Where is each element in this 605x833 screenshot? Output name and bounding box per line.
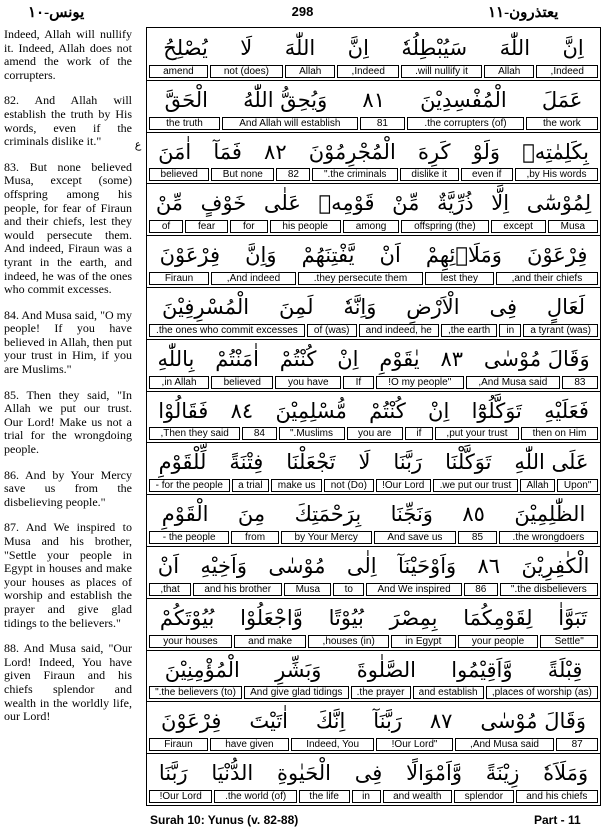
arabic-word: زِيْنَةً xyxy=(485,761,520,786)
english-gloss-word: Indeed, You xyxy=(291,738,374,751)
arabic-word: عَمَلَ xyxy=(541,87,583,112)
verse-row xyxy=(147,753,600,806)
english-gloss-word: (the) offspring xyxy=(401,220,488,233)
arabic-word: ٨٤ xyxy=(230,398,254,423)
part-label: Part - 11 xyxy=(534,813,581,827)
arabic-word: فَقَالُوْا xyxy=(158,398,209,423)
arabic-word: مِنَ xyxy=(237,502,266,527)
arabic-line xyxy=(147,598,600,638)
verse-translation: 88. And Musa said, "Our Lord! Indeed, You have given Firaun and his chiefs splendor and wealth in the worldly life, our Lord! xyxy=(4,641,132,724)
arabic-line xyxy=(147,391,600,431)
arabic-word: فِى xyxy=(489,295,518,319)
english-gloss-word: And Musa said, xyxy=(455,738,555,751)
english-gloss-word: 81 xyxy=(360,117,406,130)
verse-row xyxy=(147,132,600,185)
arabic-word: تَبَوَّاٰ xyxy=(558,605,588,630)
english-gloss-line xyxy=(149,376,598,389)
arabic-word: اِنْ xyxy=(428,398,450,423)
arabic-word: لَا xyxy=(358,450,371,475)
english-gloss-word: a trial xyxy=(232,479,270,492)
arabic-word: فِرْعَوْنَ xyxy=(159,243,221,268)
arabic-word: اِنَّ xyxy=(347,36,369,60)
english-gloss-word: Indeed, xyxy=(337,65,399,78)
english-gloss-word: then on Him xyxy=(521,427,598,440)
english-gloss-word: 86 xyxy=(464,583,498,596)
english-gloss-word: the prayer. xyxy=(351,686,411,699)
english-gloss-word: by His words, xyxy=(515,168,598,181)
arabic-word: تَوَكَّلُوْٓا xyxy=(471,398,522,423)
english-gloss-word: the work xyxy=(526,117,598,130)
english-gloss-word: your houses xyxy=(149,635,232,648)
english-gloss-word: fear xyxy=(185,220,228,233)
english-gloss-word: and his brother xyxy=(193,583,282,596)
verse-translation: Indeed, Allah will nullify it. Indeed, Allah does not amend the work of the corrupters. xyxy=(4,27,132,82)
english-gloss-word: among xyxy=(343,220,399,233)
english-gloss-line xyxy=(149,531,598,544)
english-gloss-word: the truth xyxy=(149,117,220,130)
english-gloss-word: have given xyxy=(210,738,289,751)
english-gloss-word: Indeed, xyxy=(536,65,598,78)
arabic-word: ٨٦ xyxy=(477,554,501,578)
english-gloss-word: make us xyxy=(271,479,322,492)
word-by-word-grid xyxy=(146,27,601,806)
arabic-word: ٨١ xyxy=(362,87,385,112)
arabic-word: اَنْ xyxy=(157,554,180,578)
arabic-word: بُيُوْتَكُمْ xyxy=(159,605,215,630)
arabic-word: الْحَقَّ xyxy=(164,87,208,112)
english-gloss-line xyxy=(149,738,598,751)
arabic-line xyxy=(147,701,600,741)
english-gloss-word: put your trust, xyxy=(435,427,519,440)
english-gloss-word: dislike it xyxy=(400,168,459,181)
english-gloss-word: we put our trust. xyxy=(433,479,518,492)
english-gloss-word: the ones who commit excesses. xyxy=(149,324,305,337)
english-gloss-word: Allah xyxy=(285,65,335,78)
english-gloss-word: believed xyxy=(149,168,209,181)
arabic-word: وَقَالَ مُوْسٰى xyxy=(483,346,590,371)
page-header xyxy=(0,0,605,26)
arabic-word: الظّٰلِمِيْنَ xyxy=(514,502,586,527)
english-gloss-word: And give glad tidings xyxy=(244,686,349,699)
surah-title: يونس-١٠ xyxy=(28,5,85,21)
arabic-word: اٰمَنْتُمْ xyxy=(215,346,259,371)
verse-row xyxy=(147,598,600,651)
arabic-word: بِكَلِمٰتِهٖ xyxy=(522,139,589,164)
english-gloss-word: your people xyxy=(458,635,539,648)
english-gloss-line xyxy=(149,65,598,78)
verse-row xyxy=(147,650,600,703)
english-gloss-word: by Your Mercy xyxy=(281,531,372,544)
arabic-word: قَوْمِهٖ xyxy=(318,191,375,216)
english-gloss-word: for the people - xyxy=(149,479,229,492)
english-gloss-word: And Allah will establish xyxy=(222,117,358,130)
english-gloss-word: But none xyxy=(211,168,274,181)
english-gloss-word: and his chiefs xyxy=(516,790,598,803)
english-gloss-word: of xyxy=(149,220,183,233)
arabic-word: الْاَرْضِ xyxy=(406,295,460,319)
arabic-word: اِنَّ xyxy=(562,36,584,60)
arabic-word: فِى xyxy=(354,761,383,786)
arabic-word: تَوَكَّلْنَا xyxy=(445,450,492,475)
english-gloss-word: you have xyxy=(275,376,341,389)
arabic-line xyxy=(147,28,600,68)
arabic-line xyxy=(147,753,600,793)
verse-row xyxy=(147,546,600,599)
english-gloss-word: Our Lord! xyxy=(149,790,212,803)
arabic-word: اللّٰهَ xyxy=(499,36,531,60)
page-number: 298 xyxy=(291,4,314,19)
english-gloss-word: (in) houses, xyxy=(308,635,389,648)
ruku-marker: ع xyxy=(134,139,142,151)
arabic-word: فِتْنَةً xyxy=(229,450,264,475)
english-gloss-word: If xyxy=(343,376,374,389)
arabic-word: بِاللّٰهِ xyxy=(157,346,195,371)
arabic-word: ذُرِّيَّةٌ xyxy=(437,191,474,216)
arabic-word: الدُّنْيَا xyxy=(211,761,254,786)
arabic-word: مُوْسٰى xyxy=(268,554,326,578)
english-gloss-line xyxy=(149,272,598,285)
english-gloss-word: "Our Lord! xyxy=(376,738,452,751)
arabic-word: بُيُوْتًا xyxy=(328,605,364,630)
arabic-word: وَاِنَّهٗ xyxy=(343,295,377,319)
arabic-word: وَقَالَ مُوْسٰى xyxy=(480,709,587,734)
arabic-word: اِلَّا xyxy=(491,191,510,216)
arabic-word: سَيُبْطِلُهٗ xyxy=(401,36,468,60)
arabic-word: الْحَيٰوةِ xyxy=(277,761,332,786)
verse-row xyxy=(147,701,600,754)
arabic-word: اٰتَيْتَ xyxy=(249,709,289,734)
arabic-line xyxy=(147,132,600,172)
english-gloss-word: his people xyxy=(270,220,341,233)
english-gloss-word: the earth, xyxy=(441,324,497,337)
english-gloss-word: Muslims." xyxy=(279,427,345,440)
arabic-word: وَمَلَا۟ئِهِمْ xyxy=(425,243,502,268)
english-gloss-word: Then they said, xyxy=(149,427,240,440)
english-gloss-word: 85 xyxy=(458,531,497,544)
verse-row xyxy=(147,28,600,81)
english-gloss-word: (as) places of worship, xyxy=(486,686,598,699)
english-gloss-word: amend xyxy=(149,65,208,78)
arabic-word: وَمَلَاَهٗ xyxy=(543,761,589,786)
english-gloss-line xyxy=(149,635,598,648)
english-gloss-word: and establish xyxy=(413,686,484,699)
arabic-word: لِّلْقَوْمِ xyxy=(158,450,207,475)
english-gloss-word: that, xyxy=(149,583,191,596)
arabic-word: اللّٰهَ xyxy=(284,36,316,60)
english-gloss-word: Allah xyxy=(484,65,534,78)
english-gloss-line xyxy=(149,117,598,130)
english-gloss-word: to xyxy=(333,583,364,596)
arabic-word: مِّنْ xyxy=(155,191,184,216)
english-gloss-word: will nullify it. xyxy=(401,65,482,78)
verse-translation: 82. And Allah will establish the truth by His words, even if the criminals dislike it." xyxy=(4,93,132,149)
arabic-word: وَّاجْعَلُوْا xyxy=(240,605,303,630)
english-gloss-word: believed xyxy=(211,376,273,389)
english-gloss-word: "O my people! xyxy=(376,376,464,389)
arabic-word: مُّسْلِمِيْنَ xyxy=(275,398,347,423)
english-gloss-word: 82 xyxy=(276,168,310,181)
arabic-word: بِرَحْمَتِكَ xyxy=(294,502,362,527)
verse-translation: 83. But none believed Musa, except (some) offspring among his people, for fear of Firaun and their chiefs, lest they would persecute them. And indeed, Firaun was a tyrant in the earth, and indeed, he was of the ones who commit excesses. xyxy=(4,159,132,297)
arabic-word: كَرِهَ xyxy=(417,139,451,164)
english-gloss-word: the wrongdoers. xyxy=(499,531,598,544)
arabic-word: يَّفْتِنَهُمْ xyxy=(301,243,355,268)
verse-row xyxy=(147,287,600,340)
english-gloss-word: in xyxy=(499,324,521,337)
arabic-word: تَجْعَلْنَا xyxy=(286,450,336,475)
english-gloss-word: And indeed, xyxy=(211,272,296,285)
english-gloss-word: Musa xyxy=(284,583,331,596)
arabic-word: يٰقَوْمِ xyxy=(379,346,420,371)
verse-translation: 86. And by Your Mercy save us from the disbelieving people." xyxy=(4,467,132,509)
english-gloss-word: (was) of xyxy=(307,324,357,337)
arabic-word: بِمِصْرَ xyxy=(389,605,438,630)
english-gloss-word: Our Lord! xyxy=(376,479,431,492)
english-gloss-word: (was) a tyrant xyxy=(523,324,598,337)
english-gloss-word: (of) the corrupters. xyxy=(407,117,524,130)
english-gloss-word: the people - xyxy=(149,531,229,544)
arabic-word: عَلٰى xyxy=(263,191,301,216)
arabic-word: مِّنْ xyxy=(392,191,420,216)
arabic-word: الْمُؤْمِنِيْنَ xyxy=(164,657,240,682)
english-gloss-word: in xyxy=(352,790,381,803)
english-gloss-word: and wealth xyxy=(383,790,453,803)
english-gloss-word: if xyxy=(405,427,433,440)
english-gloss-word: Musa xyxy=(548,220,598,233)
juz-title: يعتذرون-١١ xyxy=(488,5,559,21)
arabic-word: وَاَخِيْهِ xyxy=(200,554,247,578)
english-gloss-word: and make xyxy=(234,635,306,648)
arabic-word: وَّاَقِيْمُوا xyxy=(451,657,513,682)
english-gloss-word: they persecute them. xyxy=(298,272,423,285)
english-gloss-word: the life xyxy=(299,790,350,803)
arabic-word: ٨٥ xyxy=(462,502,485,527)
verse-translation: 85. Then they said, "In Allah we put our trust. Our Lord! Make us not a trial for the wrongdoing people. xyxy=(4,387,132,457)
english-gloss-line xyxy=(149,479,598,492)
arabic-line xyxy=(147,339,600,379)
english-gloss-word: Firaun xyxy=(149,738,208,751)
arabic-word: رَبَّنَآ xyxy=(373,709,402,734)
verse-row xyxy=(147,442,600,495)
arabic-word: ٨٧ xyxy=(429,709,453,734)
english-gloss-word: "Upon xyxy=(557,479,598,492)
arabic-word: لِقَوْمِكُمَا xyxy=(463,605,533,630)
arabic-word: لِمُوْسٰٓى xyxy=(526,191,592,216)
arabic-word: الْمُجْرِمُوْنَ xyxy=(308,139,396,164)
arabic-word: الْقَوْمِ xyxy=(161,502,209,527)
arabic-word: وَّاَمْوَالًا xyxy=(406,761,463,786)
english-gloss-word: (to) the believers." xyxy=(149,686,242,699)
english-gloss-word: in Allah, xyxy=(149,376,209,389)
arabic-line xyxy=(147,650,600,690)
english-gloss-word: (does) not xyxy=(210,65,283,78)
surah-reference: Surah 10: Yunus (v. 82-88) xyxy=(150,813,299,827)
english-gloss-line xyxy=(149,583,598,596)
english-gloss-word: 83 xyxy=(562,376,598,389)
english-gloss-word: Firaun xyxy=(149,272,209,285)
verse-translation: 84. And Musa said, "O my people! If you have believed in Allah, then put your trust in Him, if you are Muslims." xyxy=(4,307,132,377)
arabic-word: عَلَى اللّٰهِ xyxy=(514,450,589,475)
arabic-word: وَاَوْحَيْنَآ xyxy=(398,554,457,578)
english-gloss-word: Allah xyxy=(520,479,555,492)
arabic-line xyxy=(147,287,600,327)
english-gloss-word: And save us xyxy=(374,531,457,544)
english-gloss-word: except xyxy=(491,220,546,233)
english-gloss-word: (Do) not xyxy=(324,479,373,492)
arabic-word: فِرْعَوْنَ xyxy=(161,709,222,734)
arabic-word: الْكٰفِرِيْنَ xyxy=(521,554,590,578)
translation-column xyxy=(4,28,132,736)
english-gloss-word: and indeed, he xyxy=(359,324,439,337)
arabic-word: وَيُحِقُّ اللّٰهُ xyxy=(243,87,328,112)
english-gloss-word: and their chiefs, xyxy=(496,272,598,285)
verse-translation: 87. And We inspired to Musa and his brother, "Settle your people in Egypt in houses and make your houses as places of worship and establish the prayer and give glad tidings to the believers." xyxy=(4,520,132,630)
arabic-word: فَمَآ xyxy=(213,139,242,164)
english-gloss-word: "Settle xyxy=(540,635,598,648)
english-gloss-line xyxy=(149,427,598,440)
english-gloss-word: in Egypt xyxy=(391,635,456,648)
verse-row xyxy=(147,391,600,444)
english-gloss-word: even if xyxy=(461,168,513,181)
arabic-word: ٨٢ xyxy=(264,139,287,164)
english-gloss-line xyxy=(149,790,598,803)
arabic-word: لَمِنَ xyxy=(278,295,314,319)
verse-row xyxy=(147,494,600,547)
arabic-word: رَبَّنَا xyxy=(158,761,188,786)
english-gloss-line xyxy=(149,220,598,233)
arabic-word: الصَّلٰوةَ xyxy=(356,657,416,682)
arabic-word: اَنْ xyxy=(379,243,401,268)
english-gloss-word: And Musa said, xyxy=(466,376,560,389)
verse-row xyxy=(147,235,600,288)
arabic-word: فِرْعَوْنَ xyxy=(527,243,588,268)
arabic-word: الْمُفْسِدِيْنَ xyxy=(420,87,507,112)
arabic-word: خَوْفٍ xyxy=(200,191,247,216)
english-gloss-word: 87 xyxy=(556,738,598,751)
english-gloss-word: 84 xyxy=(242,427,276,440)
verse-row xyxy=(147,80,600,133)
english-gloss-word: for xyxy=(230,220,267,233)
arabic-word: اِنَّكَ xyxy=(315,709,346,734)
english-gloss-word: the disbelievers." xyxy=(500,583,598,596)
arabic-word: لَا xyxy=(240,36,253,60)
arabic-word: لَعَالٍ xyxy=(546,295,586,319)
arabic-word: كُنْتُمْ xyxy=(369,398,406,423)
arabic-word: وَنَجِّنَا xyxy=(390,502,433,527)
english-gloss-word: And We inspired xyxy=(366,583,462,596)
page-footer xyxy=(0,810,605,830)
arabic-word: الْمُسْرِفِيْنَ xyxy=(162,295,250,319)
arabic-word: يُصْلِحُ xyxy=(163,36,208,60)
english-gloss-word: you are xyxy=(347,427,403,440)
verse-row xyxy=(147,339,600,392)
arabic-word: ٨٣ xyxy=(440,346,464,371)
arabic-word: وَلَوْ xyxy=(472,139,501,164)
arabic-line xyxy=(147,235,600,275)
english-gloss-word: from xyxy=(231,531,278,544)
arabic-line xyxy=(147,442,600,482)
arabic-word: اٰمَنَ xyxy=(158,139,192,164)
english-gloss-word: (of) the world. xyxy=(214,790,296,803)
arabic-word: وَاِنَّ xyxy=(245,243,277,268)
arabic-word: فَعَلَيْهِ xyxy=(544,398,589,423)
english-gloss-line xyxy=(149,686,598,699)
arabic-line xyxy=(147,494,600,534)
english-gloss-line xyxy=(149,324,598,337)
arabic-line xyxy=(147,80,600,120)
arabic-word: كُنْتُمْ xyxy=(279,346,317,371)
english-gloss-word: splendor xyxy=(454,790,514,803)
arabic-word: اِنْ xyxy=(337,346,359,371)
arabic-word: وَبَشِّرِ xyxy=(275,657,322,682)
english-gloss-word: lest they xyxy=(425,272,494,285)
english-gloss-word: the criminals." xyxy=(312,168,397,181)
arabic-line xyxy=(147,546,600,586)
english-gloss-line xyxy=(149,168,598,181)
arabic-word: رَبَّنَا xyxy=(393,450,423,475)
verse-row xyxy=(147,183,600,236)
arabic-word: اِلٰى xyxy=(346,554,377,578)
arabic-word: قِبْلَةً xyxy=(547,657,583,682)
arabic-line xyxy=(147,183,600,223)
